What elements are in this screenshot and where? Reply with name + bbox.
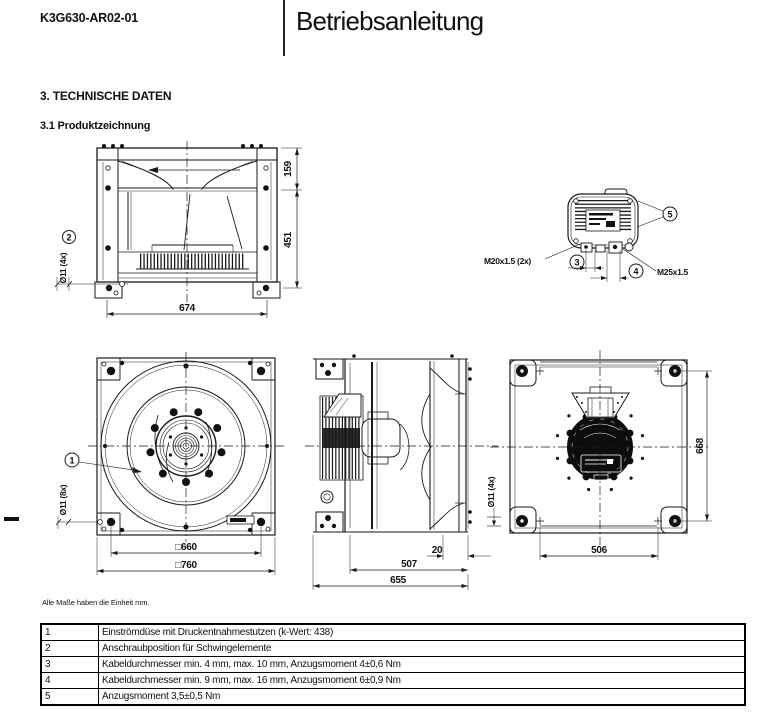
table-row <box>41 657 745 673</box>
dim-674: 674 <box>179 303 195 314</box>
drawing-housing-front-view <box>55 141 302 318</box>
dim-506: 506 <box>591 545 607 556</box>
dim-655: 655 <box>390 575 406 586</box>
hole-label-impeller: Ø11 (8x) <box>58 484 68 516</box>
legend-row-number: 2 <box>41 641 99 657</box>
callout-1: 1 <box>69 455 75 466</box>
legend-row-number: 5 <box>41 689 99 706</box>
dim-760: □760 <box>175 560 197 571</box>
legend-row-text: Kabeldurchmesser min. 4 mm, max. 10 mm, Anzugsmoment 4±0,6 Nm <box>99 657 746 673</box>
hole-label-front: Ø11 (4x) <box>58 252 68 284</box>
callout-2: 2 <box>66 232 72 243</box>
table-row <box>41 624 745 641</box>
drawing-rear-view <box>490 350 712 560</box>
table-row <box>41 673 745 689</box>
document-number: K3G630-AR02-01 <box>40 11 138 25</box>
legend-row-text: Einströmdüse mit Druckentnahmestutzen (k-Wert: 438) <box>99 624 746 641</box>
dim-451: 451 <box>283 232 294 248</box>
drawing-terminal-box-view <box>484 189 689 282</box>
legend-row-number: 3 <box>41 657 99 673</box>
legend-table <box>40 623 746 706</box>
table-row <box>41 689 745 706</box>
motor-mount-bracket <box>572 393 629 418</box>
legend-row-text: Anzugsmoment 3,5±0,5 Nm <box>99 689 746 706</box>
gland-label-m20: M20x1.5 (2x) <box>484 256 531 266</box>
dim-668: 668 <box>695 438 706 454</box>
page-margin-mark <box>4 517 19 521</box>
callout-4: 4 <box>633 266 639 277</box>
callout-3: 3 <box>574 257 580 268</box>
drawing-impeller-front-view <box>56 352 284 575</box>
page-title: Betriebsanleitung <box>296 6 484 36</box>
subsection-heading: 3.1 Produktzeichnung <box>40 120 151 132</box>
legend-row-number: 1 <box>41 624 99 641</box>
dimension-arrows <box>601 276 626 280</box>
dim-159: 159 <box>283 161 294 177</box>
gland-label-m25: M25x1.5 <box>657 267 688 277</box>
dimension-arrows <box>437 554 474 558</box>
dim-660: □660 <box>175 542 197 553</box>
dim-507: 507 <box>401 559 417 570</box>
units-note: Alle Maße haben die Einheit mm. <box>42 598 150 607</box>
legend-row-number: 4 <box>41 673 99 689</box>
section-heading: 3. TECHNISCHE DATEN <box>40 89 172 103</box>
legend-row-text: Kabeldurchmesser min. 9 mm, max. 16 mm, Anzugsmoment 6±0,9 Nm <box>99 673 746 689</box>
drawing-side-view <box>305 354 501 590</box>
dim-20: 20 <box>431 545 443 556</box>
callout-5: 5 <box>667 209 673 220</box>
hole-label-side: Ø11 (4x) <box>486 476 496 508</box>
table-row <box>41 641 745 657</box>
legend-row-text: Anschraubposition für Schwingelemente <box>99 641 746 657</box>
